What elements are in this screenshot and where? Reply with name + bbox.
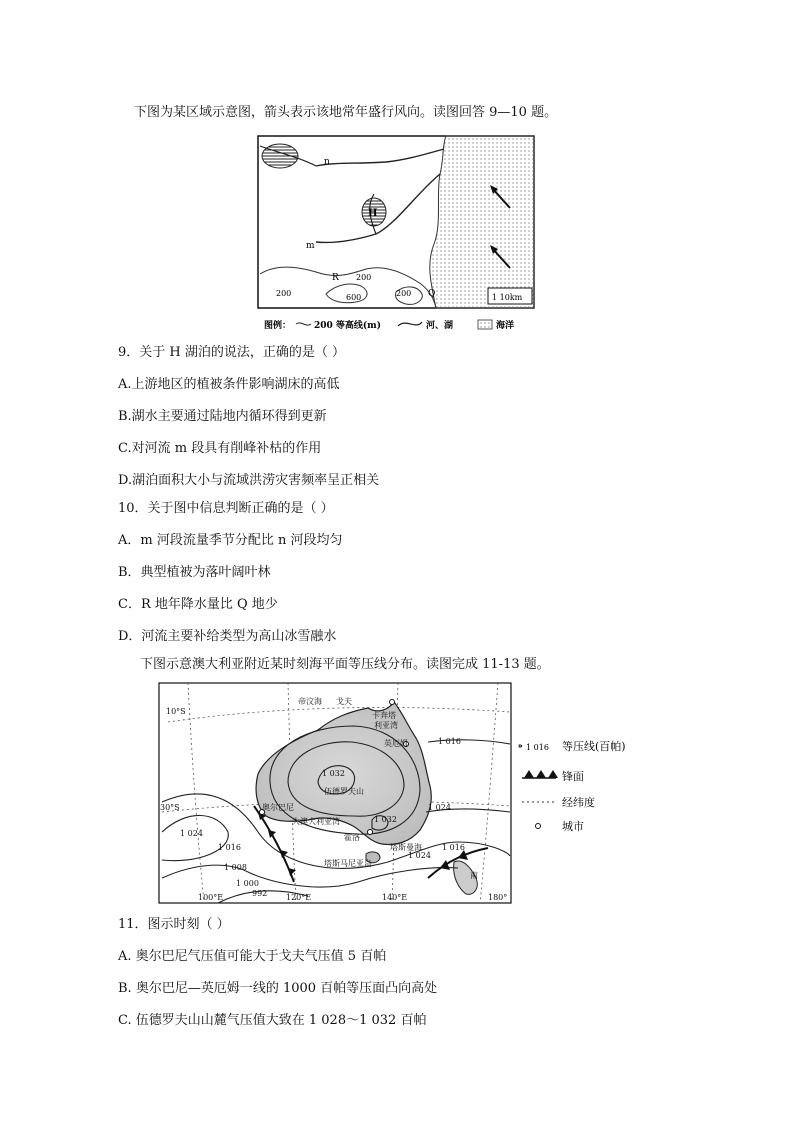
label-Q: Q (428, 289, 436, 299)
label-kabentaliya: 卡奔塔 (372, 711, 396, 720)
q9-option-d: D.湖泊面积大小与流域洪涝灾害频率呈正相关 (118, 473, 380, 488)
label-lon120: 120°E (286, 893, 312, 902)
legend-contour: 200 等高线(m) (314, 321, 381, 331)
legend-graticule: 经纬度 (562, 796, 595, 809)
legend-city: 城市 (562, 820, 584, 833)
label-lat30: 30°S (160, 803, 180, 812)
legend-river-symbol (398, 322, 422, 326)
q9-option-a: A.上游地区的植被条件影响湖床的高低 (118, 377, 340, 392)
label-p1032a: 1 032 (322, 769, 345, 778)
scale-label: 1 10km (492, 293, 523, 302)
label-aoerbani: 奥尔巴尼 (262, 803, 294, 812)
label-200b: 200 (276, 289, 292, 298)
label-m: m (306, 241, 315, 251)
legend-front: 锋面 (562, 770, 584, 783)
label-lon180: 180° (488, 893, 508, 902)
legend-ocean-symbol (478, 320, 492, 329)
label-p1024c: 1 024 (408, 851, 431, 860)
label-wudeluofu: 伍德罗夫山 (324, 787, 364, 796)
legend-ocean: 海洋 (496, 321, 515, 331)
q10-option-b: B．典型植被为落叶阔叶林 (118, 565, 271, 580)
q9-stem: 9．关于 H 湖泊的说法，正确的是（ ） (118, 345, 346, 360)
australia-isobar-map (158, 682, 648, 904)
label-n: n (324, 157, 330, 167)
label-tasimanhai: 塔斯曼海 (390, 843, 422, 852)
lake-west (262, 144, 298, 168)
legend-city-symbol (536, 824, 541, 829)
q11-stem: 11．图示时刻（ ） (118, 917, 230, 932)
australia-isobar-figure (158, 682, 648, 908)
legend-prefix: 图例： (264, 321, 292, 331)
label-tasimaniya: 塔斯马尼亚岛 (324, 859, 372, 868)
legend-isobar-value: 1 016 (526, 743, 549, 752)
region-map (256, 134, 538, 334)
label-200a: 200 (356, 273, 372, 282)
label-liyawan: 利亚湾 (374, 721, 398, 730)
label-lat10: 10°S (166, 707, 186, 716)
label-p1008: 1 008 (224, 863, 247, 872)
label-lon140: 140°E (382, 893, 408, 902)
label-p1032b: 1 032 (374, 815, 397, 824)
q11-option-c: C. 伍德罗夫山山麓气压值大致在 1 028～1 032 百帕 (118, 1013, 427, 1028)
label-p1016c: 1 016 (442, 843, 465, 852)
region-map-figure (256, 134, 538, 338)
ocean-area (430, 136, 534, 308)
legend-isobar-symbol (519, 745, 522, 747)
label-huoluo: 霍洛 (344, 833, 360, 842)
q9-option-b: B.湖水主要通过陆地内循环得到更新 (118, 409, 327, 424)
q10-option-d: D．河流主要补给类型为高山冰雪融水 (118, 629, 337, 644)
label-yingenmu: 英厄姆 (384, 739, 408, 748)
label-H: H (368, 208, 378, 219)
label-gefu: 戈夫 (336, 697, 352, 706)
label-qiyihai: 帝汶海 (298, 697, 322, 706)
legend-river-lake: 河、湖 (426, 321, 454, 331)
label-aodaliyawan: 大澳大利亚湾 (292, 817, 340, 826)
city-huoluo (368, 830, 373, 835)
legend-contour-symbol (296, 323, 311, 325)
city-gefu (390, 700, 395, 705)
label-R: R (332, 273, 339, 283)
label-p1024b: 1 024 (428, 803, 451, 812)
label-p1024a: 1 024 (180, 829, 203, 838)
label-lon100: 100°E (198, 893, 224, 902)
legend-isobar: 等压线(百帕) (562, 740, 626, 753)
label-p1016a: 1 016 (438, 737, 461, 746)
map2-legend (519, 739, 626, 833)
label-600: 600 (346, 293, 362, 302)
label-p1000: 1 000 (236, 879, 259, 888)
label-200c: 200 (396, 289, 412, 298)
q9-option-c: C.对河流 m 段具有削峰补枯的作用 (118, 441, 322, 456)
q10-option-a: A．m 河段流量季节分配比 n 河段均匀 (118, 533, 343, 548)
q11-option-b: B. 奥尔巴尼—英厄姆一线的 1000 百帕等压面凸向高处 (118, 981, 438, 996)
label-p992: 992 (252, 889, 268, 898)
q10-option-c: C．R 地年降水量比 Q 地少 (118, 597, 278, 612)
intro-text-2: 下图示意澳大利亚附近某时刻海平面等压线分布。读图完成 11-13 题。 (140, 657, 550, 672)
intro-text-1: 下图为某区域示意图，箭头表示该地常年盛行风向。读图回答 9—10 题。 (134, 105, 558, 120)
label-nan: 南 (470, 871, 478, 880)
q10-stem: 10．关于图中信息判断正确的是（ ） (118, 501, 334, 516)
label-p1016b: 1 016 (218, 843, 241, 852)
q11-option-a: A. 奥尔巴尼气压值可能大于戈夫气压值 5 百帕 (118, 949, 387, 964)
